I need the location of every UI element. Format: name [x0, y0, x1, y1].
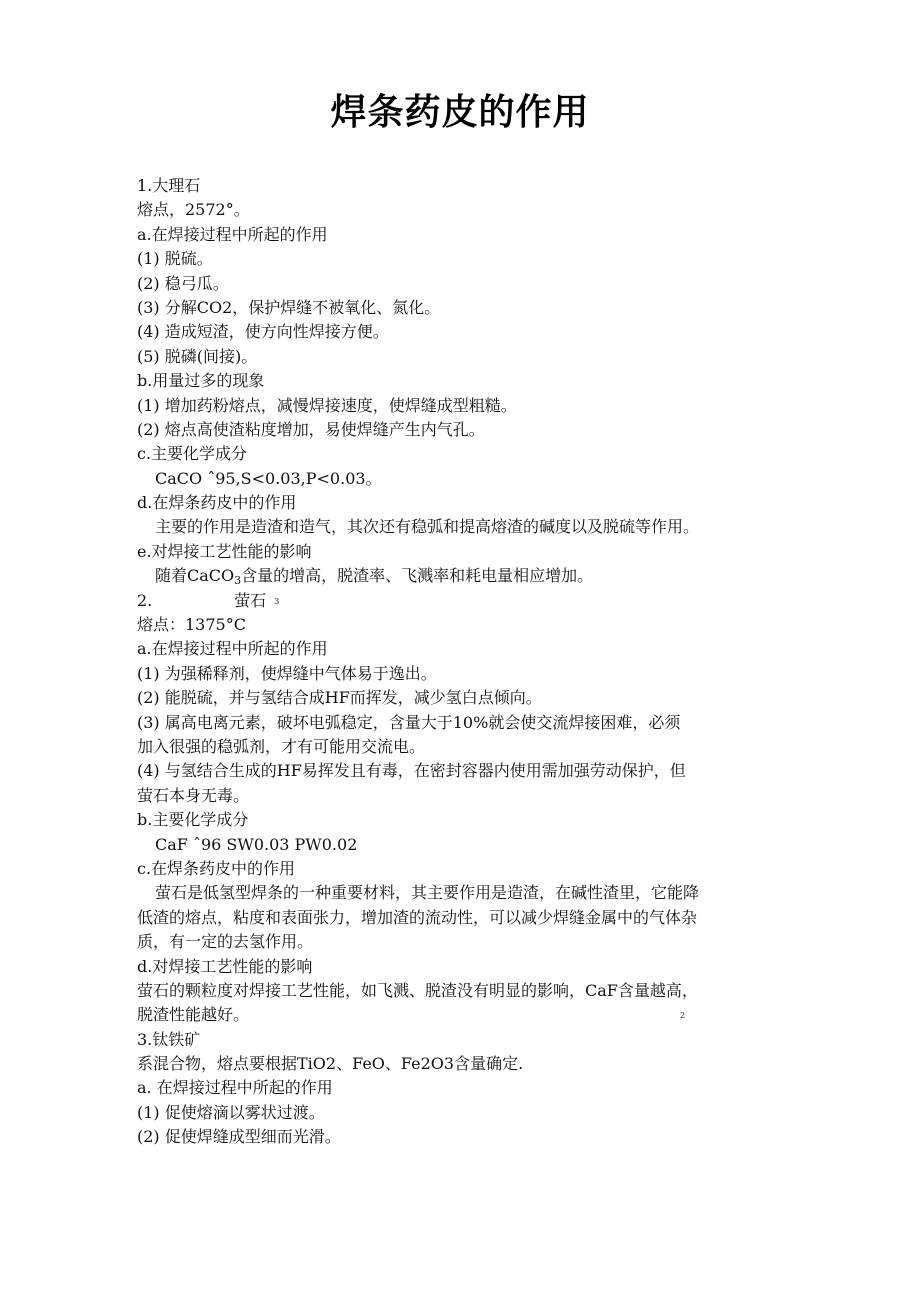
subsection-heading: c.主要化学成分 [137, 444, 248, 464]
section-number: 2. [137, 590, 153, 610]
section-name: 萤石 [234, 590, 267, 610]
superscript-mark: 3 [274, 596, 280, 606]
subsection-heading: a.在焊接过程中所起的作用 [137, 639, 328, 659]
list-item: (2) 熔点高使渣粘度增加，易使焊缝产生内气孔。 [137, 419, 485, 439]
paragraph-text-part: 随着CaCO [155, 566, 235, 586]
composition-text: CaCO ˆ95,S<0.03,P<0.03。 [155, 468, 382, 488]
subsection-heading: d.对焊接工艺性能的影响 [137, 956, 313, 976]
subsection-heading: b.主要化学成分 [137, 810, 249, 830]
page-title: 焊条药皮的作用 [330, 92, 590, 133]
paragraph-text-part: 含量的增高，脱渣率、飞溅率和耗电量相应增加。 [241, 566, 594, 586]
list-item: (1) 增加药粉熔点，减慢焊接速度，使焊缝成型粗糙。 [137, 395, 517, 415]
list-item: (3) 分解CO2，保护焊缝不被氧化、氮化。 [137, 297, 441, 317]
paragraph-text: 萤石的颗粒度对焊接工艺性能，如飞溅、脱渣没有明显的影响，CaF含量越高， [137, 980, 698, 1000]
list-item: (2) 能脱硫，并与氢结合成HF而挥发，减少氢白点倾向。 [137, 688, 542, 708]
list-item: (1) 促使熔滴以雾状过渡。 [137, 1102, 325, 1122]
list-item-continued: 萤石本身无毒。 [137, 785, 250, 805]
melting-point: 熔点，2572°。 [137, 200, 250, 220]
list-item: (3) 属高电离元素，破坏电弧稳定，含量大于10%就会使交流焊接困难，必须 [137, 712, 681, 732]
subscript-mark: 2 [680, 1011, 686, 1020]
list-item: (1) 脱硫。 [137, 249, 213, 269]
paragraph-text: 脱渣性能越好。 [137, 1005, 250, 1025]
list-item: (4) 造成短渣，使方向性焊接方便。 [137, 322, 389, 342]
document-body [137, 174, 787, 1150]
composition-text: CaF ˆ96 SW0.03 PW0.02 [155, 834, 358, 854]
section-heading: 1.大理石 [137, 176, 201, 195]
melting-point: 熔点：1375°C [137, 615, 246, 635]
section-heading [137, 589, 787, 613]
paragraph-text [137, 564, 787, 588]
list-item-continued: 加入很强的稳弧剂，才有可能用交流电。 [137, 736, 426, 756]
section-heading: 3.钛铁矿 [137, 1029, 201, 1049]
list-item: (5) 脱磷(间接)。 [137, 346, 258, 366]
list-item: (2) 促使焊缝成型细而光滑。 [137, 1127, 341, 1147]
paragraph-text: 低渣的熔点，粘度和表面张力，增加渣的流动性，可以减少焊缝金属中的气体杂 [137, 907, 698, 927]
list-item: (1) 为强稀释剂，使焊缝中气体易于逸出。 [137, 663, 437, 683]
subsection-heading: b.用量过多的现象 [137, 371, 265, 391]
subscript: 3 [234, 574, 242, 588]
subsection-heading: e.对焊接工艺性能的影响 [137, 541, 312, 561]
subsection-heading: c.在焊条药皮中的作用 [137, 858, 296, 878]
subsection-heading: a. 在焊接过程中所起的作用 [137, 1078, 333, 1098]
paragraph-text: 质，有一定的去氢作用。 [137, 932, 314, 952]
subsection-heading: a.在焊接过程中所起的作用 [137, 224, 328, 244]
subsection-heading: d.在焊条药皮中的作用 [137, 493, 297, 513]
paragraph-text: 系混合物，熔点要根据TiO2、FeO、Fe2O3含量确定. [137, 1054, 524, 1074]
list-item: (4) 与氢结合生成的HF易挥发且有毒，在密封容器内使用需加强劳动保护，但 [137, 761, 686, 781]
paragraph-text: 萤石是低氢型焊条的一种重要材料，其主要作用是造渣，在碱性渣里，它能降 [155, 883, 700, 903]
list-item: (2) 稳弓瓜。 [137, 273, 229, 293]
paragraph-text: 主要的作用是造渣和造气，其次还有稳弧和提高熔渣的碱度以及脱硫等作用。 [155, 517, 700, 537]
